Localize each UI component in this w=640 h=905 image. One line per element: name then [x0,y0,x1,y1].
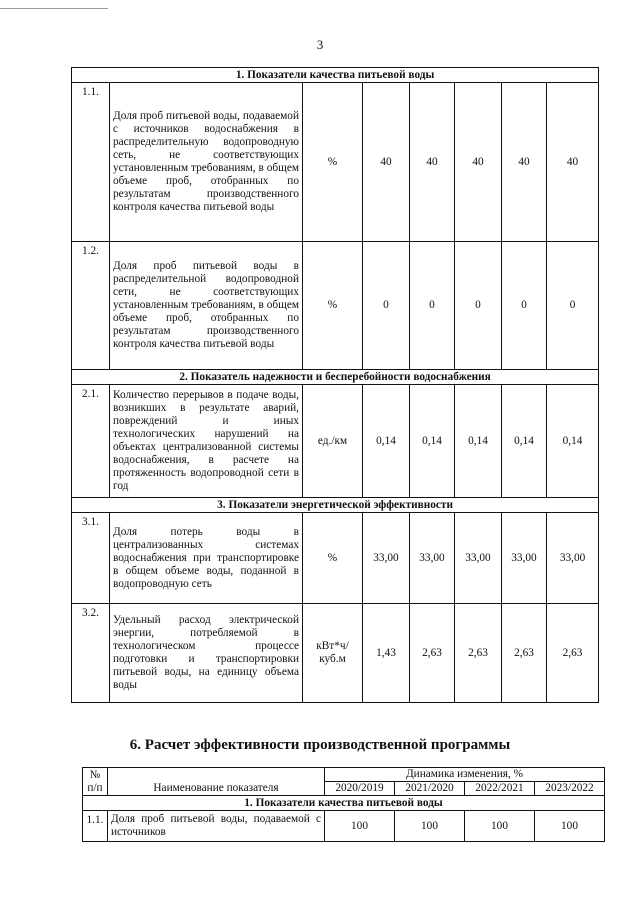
section-header-row [72,370,599,385]
row-value: 40 [410,83,455,242]
row-value: 0,14 [410,385,455,498]
section-6-heading: 6. Расчет эффективности производственной программы [129,737,511,753]
efficiency-section-title: 1. Показатели качества питьевой воды [83,796,605,811]
row-value: 100 [535,811,605,842]
row-value: 33,00 [502,513,547,604]
section-header-row [72,498,599,513]
efficiency-section-row [83,796,605,811]
row-number: 3.2. [72,604,110,703]
row-number: 3.1. [72,513,110,604]
row-value: 100 [465,811,535,842]
indicator-row [72,513,599,604]
row-number: 1.1. [83,811,108,842]
page-number: 3 [316,37,324,52]
name-header: Наименование показателя [108,768,325,796]
row-value: 0 [363,242,410,370]
section-title: 2. Показатель надежности и бесперебойности водоснабжения [72,370,599,385]
efficiency-table [82,767,605,842]
row-value: 33,00 [410,513,455,604]
scan-edge-line [0,0,108,9]
period-header: 2022/2021 [465,782,535,796]
row-value: 33,00 [455,513,502,604]
row-number: 1.2. [72,242,110,370]
row-value: 2,63 [455,604,502,703]
row-value: 0,14 [547,385,599,498]
row-description: Количество перерывов в подаче воды, возникших в результате аварий, повреждений и иных технологических нарушений на объектах централизованной системы водоснабжения, в расчете на протяженность водопроводной сети в год [110,385,303,498]
row-value: 40 [363,83,410,242]
indicators-table [71,67,599,703]
row-value: 0 [547,242,599,370]
row-value: 2,63 [410,604,455,703]
row-description: Доля проб питьевой воды в распределительной водопроводной сети, не соответствующих установленным требованиям, в общем объеме проб, отобранных по результатам производственного контроля качества питьевой воды [110,242,303,370]
dynamics-header: Динамика изменения, % [325,768,605,782]
row-description: Доля проб питьевой воды, подаваемой с источников водоснабжения в распределительную водопроводную сеть, не соответствующих установленным требованиям, в общем объеме проб, отобранных по результатам производственного контроля качества питьевой воды [110,83,303,242]
row-value: 0 [455,242,502,370]
indicator-row [72,242,599,370]
row-value: 100 [325,811,395,842]
row-unit: % [303,513,363,604]
indicator-row [72,385,599,498]
row-unit: % [303,83,363,242]
row-number: 1.1. [72,83,110,242]
row-value: 2,63 [547,604,599,703]
row-unit: кВт*ч/ куб.м [303,604,363,703]
section-title: 1. Показатели качества питьевой воды [72,68,599,83]
row-description: Доля проб питьевой воды, подаваемой с источников [108,811,325,842]
row-description: Удельный расход электрической энергии, потребляемой в технологическом процессе подготовки и транспортировки питьевой воды, на единицу объема воды [110,604,303,703]
row-value: 0,14 [502,385,547,498]
row-value: 1,43 [363,604,410,703]
row-description: Доля потерь воды в централизованных системах водоснабжения при транспортировке в общем объеме воды, поданной в водопроводную сеть [110,513,303,604]
period-header: 2020/2019 [325,782,395,796]
indicator-row [72,83,599,242]
row-value: 0,14 [455,385,502,498]
row-value: 40 [502,83,547,242]
section-title: 3. Показатели энергетической эффективности [72,498,599,513]
row-value: 40 [455,83,502,242]
row-unit: ед./км [303,385,363,498]
row-value: 33,00 [363,513,410,604]
efficiency-header-row [83,768,605,782]
period-header: 2021/2020 [395,782,465,796]
row-value: 2,63 [502,604,547,703]
row-unit: % [303,242,363,370]
row-value: 0 [502,242,547,370]
row-number: 2.1. [72,385,110,498]
row-value: 0 [410,242,455,370]
row-value: 40 [547,83,599,242]
row-value: 0,14 [363,385,410,498]
row-value: 33,00 [547,513,599,604]
num-header: № п/п [83,768,108,796]
indicator-row [72,604,599,703]
period-header: 2023/2022 [535,782,605,796]
efficiency-row [83,811,605,842]
row-value: 100 [395,811,465,842]
section-header-row [72,68,599,83]
